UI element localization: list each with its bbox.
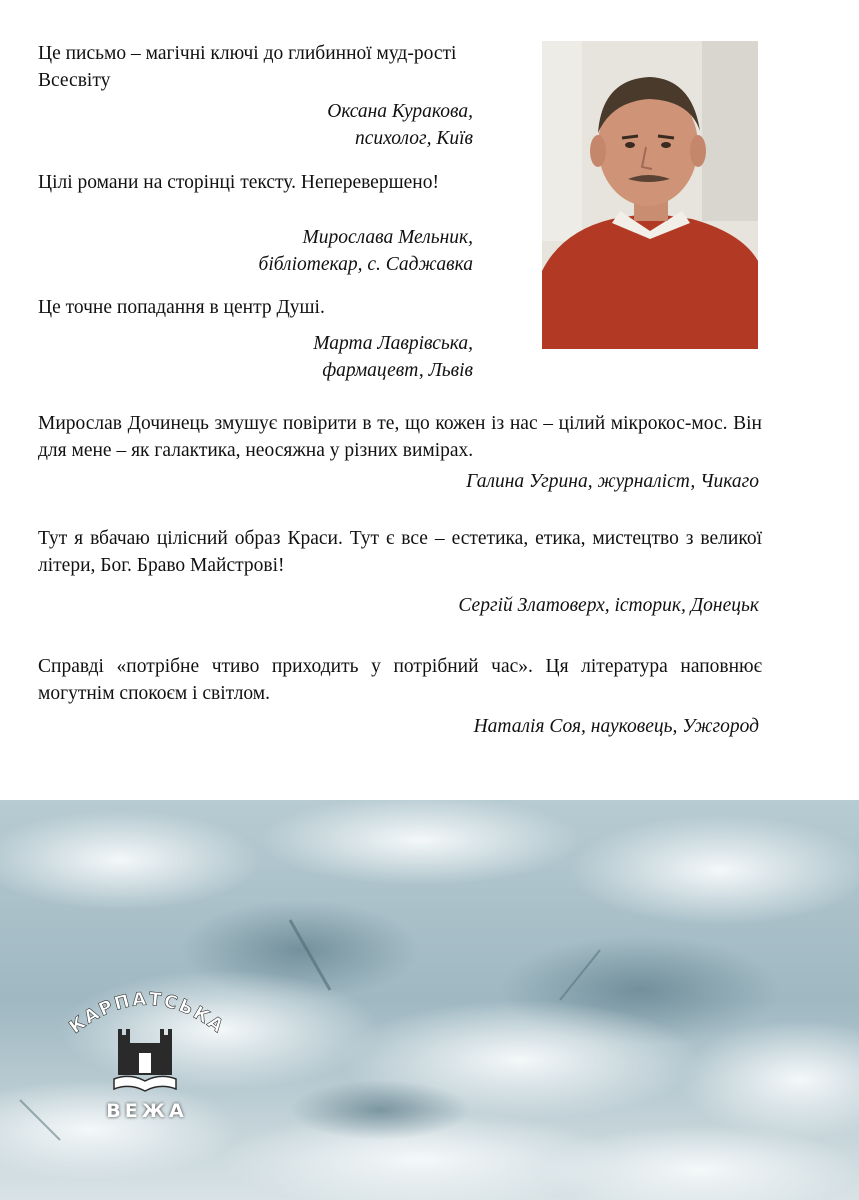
castle-book-icon	[112, 1025, 178, 1095]
author-role: бібліотекар, с. Саджавка	[258, 254, 473, 275]
testimonial-author-3	[313, 330, 473, 384]
author-name: Марта Лаврівська,	[313, 333, 473, 354]
testimonial-author-5	[458, 592, 759, 619]
testimonial-text-2: Цілі романи на сторінці тексту. Неперевершено!	[38, 172, 439, 193]
author-role: психолог, Київ	[354, 128, 473, 149]
author-name: Сергій Златоверх, історик, Донецьк	[458, 595, 759, 616]
logo-bottom-text: ВЕЖА	[106, 1100, 188, 1122]
testimonial-text-6: Справді «потрібне чтиво приходить у потрібний час». Ця література наповнює могутнім спокоєм і світлом.	[38, 656, 762, 704]
publisher-logo	[62, 985, 232, 1135]
testimonial-text-1: Це письмо – магічні ключі до глибинної муд-рості Всесвіту	[38, 43, 457, 91]
author-name: Галина Угрина, журналіст, Чикаго	[466, 471, 759, 492]
testimonial-author-4	[466, 468, 759, 495]
testimonial-author-6	[474, 713, 759, 740]
testimonial-text-4: Мирослав Дочинець змушує повірити в те, що кожен із нас – цілий мікрокос-мос. Він для мене – як галактика, неосяжна у різних вимірах.	[38, 413, 762, 461]
author-photo	[542, 41, 758, 349]
testimonial-author-2	[259, 224, 473, 278]
author-name: Мирослава Мельник,	[302, 227, 473, 248]
author-name: Наталія Соя, науковець, Ужгород	[473, 716, 759, 737]
author-name: Оксана Куракова,	[327, 101, 473, 122]
logo-top-text: КАРПАТСЬКА	[65, 988, 229, 1035]
author-role: фармацевт, Львів	[322, 360, 473, 381]
testimonial-text-3: Це точне попадання в центр Душі.	[38, 297, 325, 318]
testimonial-author-1	[327, 98, 473, 152]
testimonial-text-5: Тут я вбачаю цілісний образ Краси. Тут є все – естетика, етика, мистецтво з великої літери, Бог. Браво Майстрові!	[38, 528, 762, 576]
